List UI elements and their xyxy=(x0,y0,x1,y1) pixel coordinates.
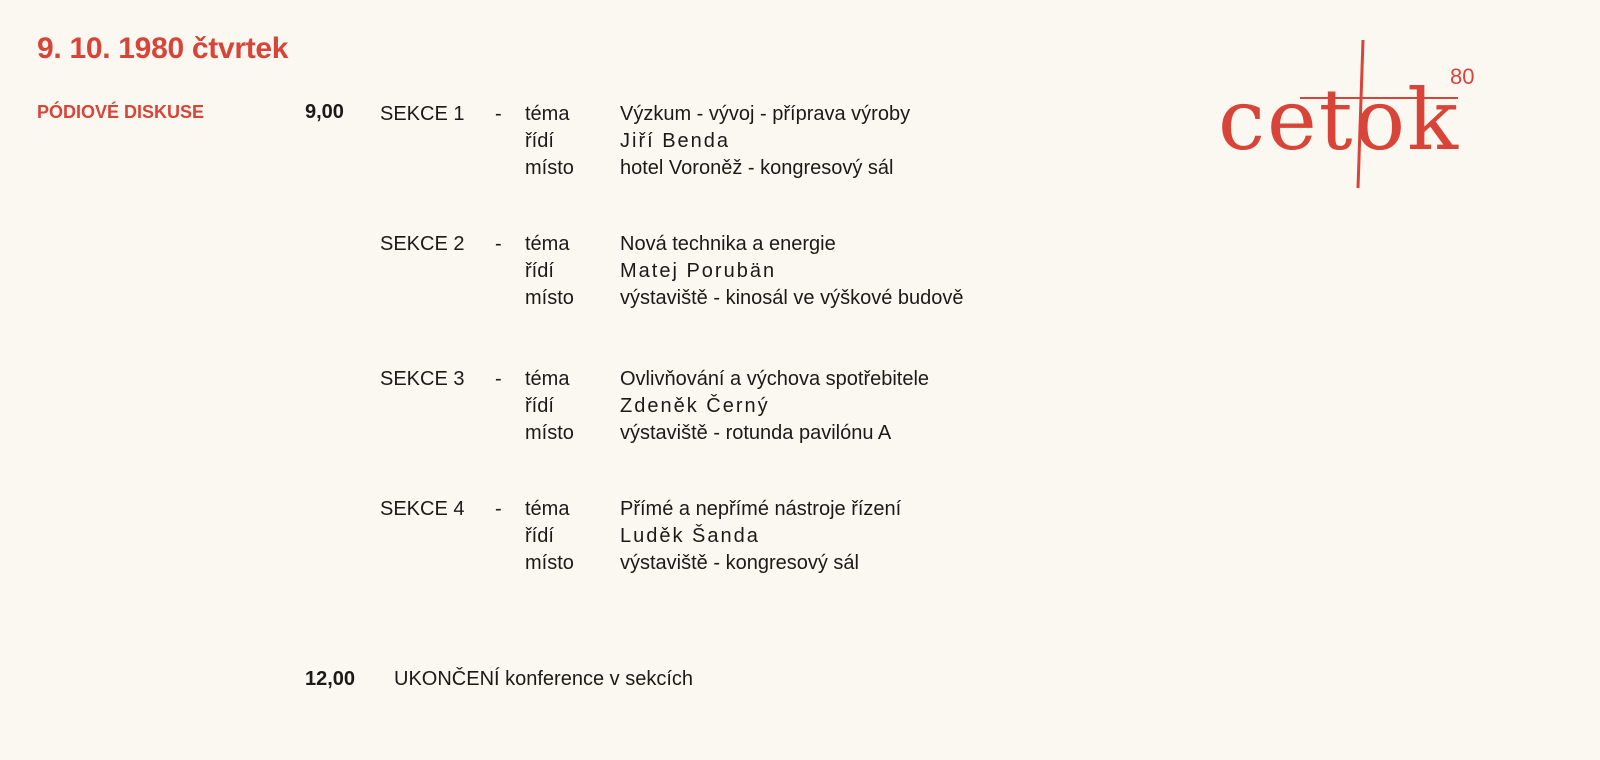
place-label: místo xyxy=(525,422,574,444)
start-time: 9,00 xyxy=(305,101,344,123)
chair-label: řídí xyxy=(525,260,554,282)
cetok-logo xyxy=(1218,40,1538,200)
topic-label: téma xyxy=(525,498,570,520)
section-topic-row xyxy=(380,366,1100,393)
logo-word: cetok xyxy=(1218,71,1460,169)
chair-label: řídí xyxy=(525,525,554,547)
section-chair-row xyxy=(380,393,1100,420)
chair-label: řídí xyxy=(525,130,554,152)
section-name: SEKCE 3 xyxy=(380,368,465,390)
end-text: UKONČENÍ konference v sekcích xyxy=(394,668,693,690)
chair-label: řídí xyxy=(525,395,554,417)
topic-value: Ovlivňování a výchova spotřebitele xyxy=(620,368,930,390)
section-4 xyxy=(380,496,1100,577)
topic-label: téma xyxy=(525,233,570,255)
place-label: místo xyxy=(525,157,574,179)
section-chair-row xyxy=(380,523,1100,550)
topic-value: Výzkum - vývoj - příprava výroby xyxy=(620,103,911,125)
section-2 xyxy=(380,231,1100,312)
place-label: místo xyxy=(525,287,574,309)
section-chair-row xyxy=(380,128,1100,155)
topic-value: Nová technika a energie xyxy=(620,233,836,255)
chair-value: Jiří Benda xyxy=(620,130,731,152)
topic-label: téma xyxy=(525,103,570,125)
place-value: hotel Voroněž - kongresový sál xyxy=(620,157,894,179)
section-place-row xyxy=(380,285,1100,312)
end-time: 12,00 xyxy=(305,668,356,690)
chair-value: Zdeněk Černý xyxy=(620,395,770,417)
place-value: výstaviště - kinosál ve výškové budově xyxy=(620,287,964,309)
place-value: výstaviště - rotunda pavilónu A xyxy=(620,422,892,444)
section-1 xyxy=(380,101,1100,182)
section-topic-row xyxy=(380,496,1100,523)
event-type-label: PÓDIOVÉ DISKUSE xyxy=(37,102,205,122)
section-place-row xyxy=(380,155,1100,182)
section-place-row xyxy=(380,550,1100,577)
section-dash: - xyxy=(495,233,502,255)
section-name: SEKCE 1 xyxy=(380,103,465,125)
place-label: místo xyxy=(525,552,574,574)
chair-value: Luděk Šanda xyxy=(620,525,760,547)
section-dash: - xyxy=(495,368,502,390)
section-place-row xyxy=(380,420,1100,447)
date-heading: 9. 10. 1980 čtvrtek xyxy=(37,32,289,65)
section-name: SEKCE 4 xyxy=(380,498,465,520)
chair-value: Matej Porubän xyxy=(620,260,777,282)
topic-value: Přímé a nepřímé nástroje řízení xyxy=(620,498,902,520)
place-value: výstaviště - kongresový sál xyxy=(620,552,859,574)
section-dash: - xyxy=(495,103,502,125)
section-topic-row xyxy=(380,101,1100,128)
section-topic-row xyxy=(380,231,1100,258)
section-name: SEKCE 2 xyxy=(380,233,465,255)
topic-label: téma xyxy=(525,368,570,390)
logo-number: 80 xyxy=(1450,64,1475,89)
section-chair-row xyxy=(380,258,1100,285)
section-3 xyxy=(380,366,1100,447)
section-dash: - xyxy=(495,498,502,520)
